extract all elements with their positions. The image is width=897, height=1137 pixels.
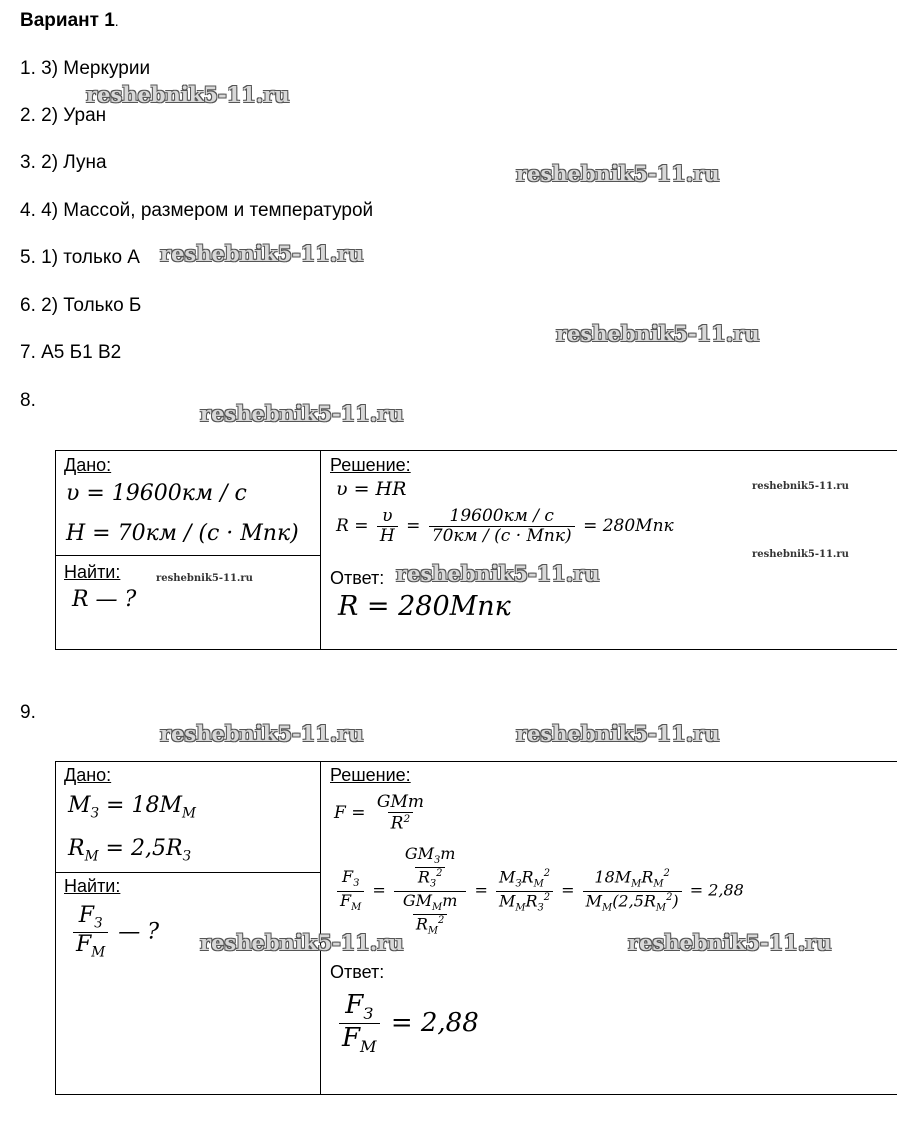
watermark: reshebnik5-11.ru [200, 930, 404, 955]
task9-number: 9. [20, 702, 36, 723]
task8-number: 8. [20, 390, 36, 411]
task9-ratio-equation: $\frac{F_З}{F_М}$ = $\frac{\frac{GM_Зm}{R_З^2}}{\frac{GM_Мm}{R_М^2}}$ = $\frac{M_ЗR_М^2}{M_МR_З^2}$ = $\frac{18M_МR_М^2}{M_М(2,5R_М^2)}$ = 2,88 [334, 846, 744, 936]
watermark: reshebnik5-11.ru [516, 721, 720, 746]
task9-find-label: Найти: [64, 876, 121, 896]
watermark: reshebnik5-11.ru [396, 561, 600, 586]
watermark: reshebnik5-11.ru [156, 573, 253, 584]
answer-6: 6. 2) Только Б [20, 295, 142, 316]
task8-solution-label: Решение: [330, 455, 411, 475]
task9-answer: $\frac{F_З}{F_М}$ = 2,88 [336, 992, 479, 1056]
task8-given-h: H = 70км / (с · Мпк) [66, 521, 299, 546]
answer-4: 4. 4) Массой, размером и температурой [20, 200, 374, 221]
task8-formula: υ = HR [336, 478, 407, 500]
task8-divider-h [55, 555, 321, 556]
task8-given-v: υ = 19600км / с [66, 481, 247, 506]
task8-find-label: Найти: [64, 562, 121, 582]
task9-divider-h [55, 872, 321, 873]
task8-answer: R = 280Мпк [338, 591, 511, 622]
task8-answer-label: Ответ: [330, 568, 385, 588]
answer-2: 2. 2) Уран [20, 105, 107, 126]
answer-5: 5. 1) только А [20, 247, 140, 268]
watermark: reshebnik5-11.ru [200, 401, 404, 426]
task9-given-m: $M_З = 18M_М$ [68, 793, 196, 822]
task9-given-label: Дано: [64, 765, 112, 785]
answer-3: 3. 2) Луна [20, 152, 107, 173]
watermark: reshebnik5-11.ru [628, 930, 832, 955]
task8-divider [320, 450, 321, 650]
watermark: reshebnik5-11.ru [752, 549, 849, 560]
task9-answer-label: Ответ: [330, 962, 385, 982]
task8-find: R — ? [72, 587, 137, 612]
task9-formula: F = $\frac{\text{GMm}}{R^2}$ [334, 792, 424, 834]
task8-given-label: Дано: [64, 455, 112, 475]
watermark: reshebnik5-11.ru [556, 321, 760, 346]
watermark: reshebnik5-11.ru [160, 241, 364, 266]
watermark: reshebnik5-11.ru [516, 161, 720, 186]
watermark: reshebnik5-11.ru [86, 82, 290, 107]
task9-solution-label: Решение: [330, 765, 411, 785]
answer-7: 7. А5 Б1 В2 [20, 342, 122, 363]
watermark: reshebnik5-11.ru [160, 721, 364, 746]
task8-solution-equation: R = $\frac{\upsilon}{H}$ = $\frac{19600км / с}{\text{70км / (с · Мпк)}}$ = 280Мпк [336, 506, 674, 546]
task9-given-r: $R_М = 2,5R_З$ [68, 836, 192, 865]
watermark: reshebnik5-11.ru [752, 481, 849, 492]
task9-divider [320, 761, 321, 1095]
answer-1: 1. 3) Меркурии [20, 58, 151, 79]
task9-find: $\frac{F_З}{F_М}$ — ? [70, 905, 159, 960]
page-title: Вариант 1. [20, 10, 119, 31]
